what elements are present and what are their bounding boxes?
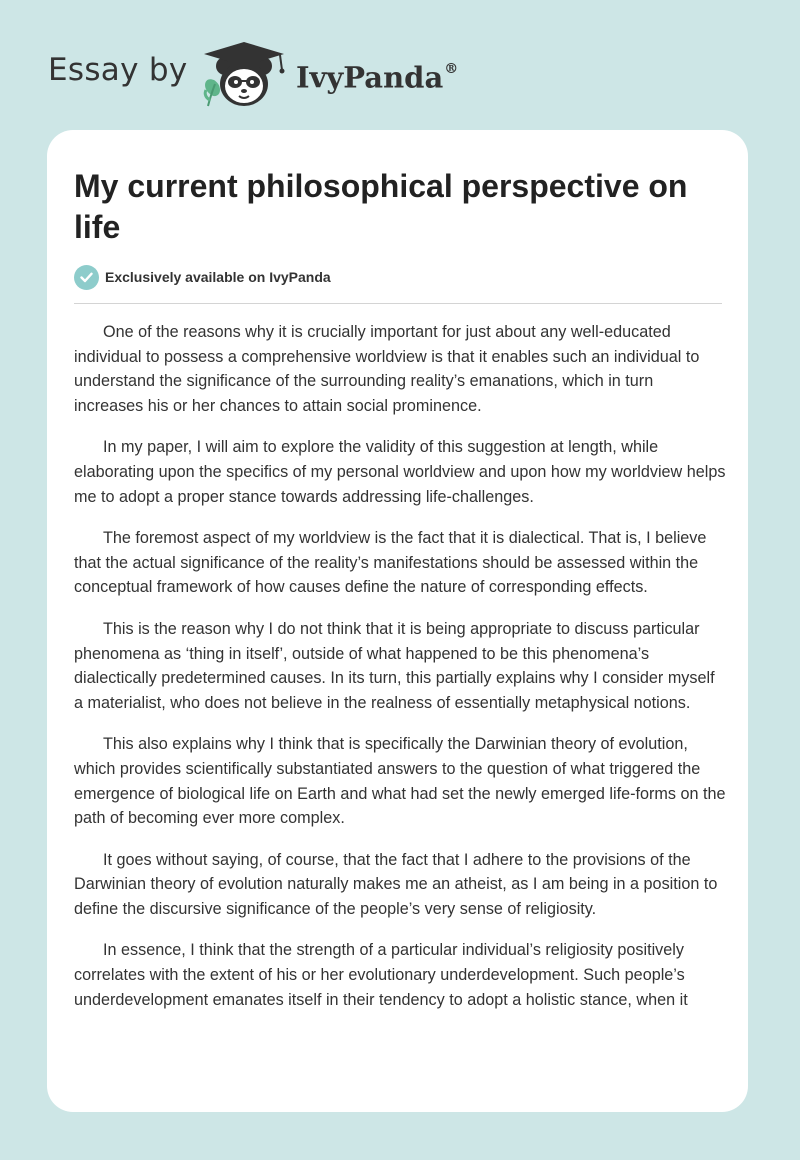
paragraph: This is the reason why I do not think that it is being appropriate to discuss particular phenomena as ‘thing in itself’, outside of what happened to be this phenomena’s dialectically predetermined causes. In its turn, this partially explains why I consider myself a materialist, who does not believe in the realness of essentially metaphysical notions. xyxy=(74,619,715,712)
check-circle-icon xyxy=(74,265,99,290)
brand-name[interactable] xyxy=(296,54,458,97)
brand-name-text: IvyPanda xyxy=(296,60,444,95)
divider xyxy=(74,303,722,304)
page-title: My current philosophical perspective on life xyxy=(74,168,688,245)
paragraph: In my paper, I will aim to explore the validity of this suggestion at length, while elaborating upon the specifics of my personal worldview and upon how my worldview helps me to adopt a proper stance towards addressing life-challenges. xyxy=(74,438,726,506)
paragraph: One of the reasons why it is crucially important for just about any well-educated individual to possess a comprehensive worldview is that it enables such an individual to understand the significance of the surrounding reality’s emanations, which in turn increases his or her chances to attain social prominence. xyxy=(74,323,700,415)
site-header xyxy=(0,0,800,130)
paragraph: This also explains why I think that is specifically the Darwinian theory of evolution, which provides scientifically substantiated answers to the question of what triggered the emergence of biological life on Earth and what had set the newly emerged life-forms on the path of becoming ever more complex. xyxy=(74,735,726,828)
registered-mark: ® xyxy=(444,61,459,77)
essay-card xyxy=(47,130,748,1112)
exclusive-badge xyxy=(74,264,331,290)
paragraph: The foremost aspect of my worldview is the fact that it is dialectical. That is, I believe that the actual significance of the reality’s manifestations should be assessed within the conceptual framework of how causes define the nature of corresponding effects. xyxy=(74,529,707,597)
badge-label: Exclusively available on IvyPanda xyxy=(105,269,331,285)
panda-graduate-icon[interactable] xyxy=(200,36,292,110)
paragraph: It goes without saying, of course, that the fact that I adhere to the provisions of the Darwinian theory of evolution naturally makes me an atheist, as I am being in a position to define the discursive significance of the people’s very sense of religiosity. xyxy=(74,850,718,918)
essay-by-label: Essay by xyxy=(48,52,188,88)
paragraph: In essence, I think that the strength of a particular individual’s religiosity positively correlates with the extent of his or her evolutionary underdevelopment. Such people’s underdevelopment emanates itself in their tendency to adopt a holistic stance, when it xyxy=(74,941,688,1009)
essay-body xyxy=(74,320,726,1029)
